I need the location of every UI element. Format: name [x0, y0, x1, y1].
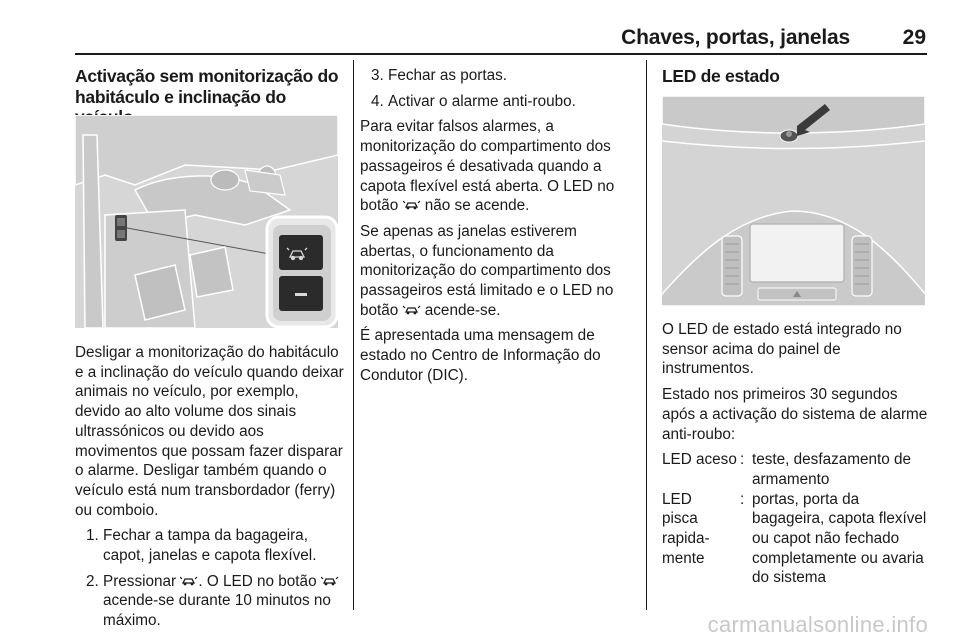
- step-number: 3.: [371, 67, 384, 84]
- car-tilt-icon: [403, 304, 421, 316]
- step-number: 4.: [371, 92, 384, 110]
- step-text: Fechar as portas.: [388, 67, 508, 84]
- paragraph-dic-message: É apresentada uma mensagem de estado no Centro de Informação do Condutor (DIC).: [360, 327, 601, 384]
- watermark: carmanualsonline.info: [707, 612, 928, 637]
- text-segment: Para evitar falsos alarmes, a monitorização do compartimento dos passageiros é desativada quando a capota flexível está aberta. O LED no botão: [360, 118, 615, 215]
- table-separator: :: [740, 451, 745, 469]
- text-segment: Se apenas as janelas estiverem abertas, o funcionamento da monitorização do compartimento dos passageiros está limitado e o LED no botão: [360, 222, 614, 319]
- list-item: [75, 572, 345, 631]
- paragraph-led-location: O LED de estado está integrado no sensor acima do painel de instrumentos.: [662, 321, 902, 378]
- car-tilt-icon: [180, 575, 198, 587]
- page-number: 29: [902, 26, 926, 49]
- step-text: Fechar a tampa da bagageira, capot, janelas e capota flexível.: [103, 527, 317, 565]
- led-status-table: [662, 450, 930, 588]
- column-3-body: [662, 320, 930, 588]
- table-description: teste, desfazamento de armamento: [752, 451, 912, 488]
- paragraph-led-status-intro: Estado nos primeiros 30 segundos após a activação do sistema de alarme anti-roubo:: [662, 386, 928, 443]
- section-heading-deactivation: Activação sem monitorização do habitáculo e inclinação do: [75, 66, 339, 107]
- list-item: [360, 92, 636, 112]
- interior-illustration: [75, 115, 338, 328]
- column-divider-1: [353, 60, 354, 610]
- running-header-title: Chaves, portas, janelas: [621, 26, 850, 49]
- column-divider-2: [646, 60, 647, 610]
- car-tilt-icon: [321, 575, 339, 587]
- table-separator: :: [740, 490, 745, 508]
- list-item: [75, 526, 345, 565]
- header-rule: [75, 53, 927, 55]
- section-heading-status-led: LED de estado: [662, 66, 780, 86]
- text-segment: acende-se.: [420, 301, 501, 319]
- table-description: portas, porta da bagageira, capota flexível ou capot não fechado completamente ou avaria do sistema: [752, 490, 927, 587]
- step-text: Activar o alarme anti-roubo.: [388, 92, 576, 110]
- step-number: 1.: [86, 527, 99, 545]
- figure-status-led: [662, 96, 925, 306]
- column-1-body: [75, 343, 345, 637]
- paragraph-windows-open: [360, 222, 636, 321]
- steps-list-1: [75, 526, 345, 631]
- column-3: [662, 66, 930, 87]
- step-number: 2.: [86, 572, 99, 590]
- car-tilt-icon: [403, 199, 421, 211]
- table-term: LED aceso: [662, 451, 737, 469]
- list-item: [360, 66, 636, 86]
- column-2: [360, 66, 636, 392]
- figure-interior-button: [75, 115, 338, 328]
- step-text-mid: . O LED no botão: [198, 572, 321, 590]
- step-text-before: Pressionar: [103, 572, 181, 590]
- table-term: LED pisca rapida-mente: [662, 490, 710, 567]
- paragraph-false-alarm: [360, 117, 636, 216]
- paragraph-deactivation-reason: Desligar a monitorização do habitáculo e a inclinação do veículo quando deixar animais no veículo, por exemplo, devido ao alto volume dos sinais ultrassónicos ou devido aos movimentos que possam fazer disparar o alarme. Desligar também quando o veículo está num transbordador (ferry) ou comboio.: [75, 344, 344, 519]
- step-text-after: acende-se durante 10 minutos no máximo.: [103, 592, 331, 630]
- steps-list-2: [360, 66, 636, 111]
- text-segment: não se acende.: [420, 197, 530, 215]
- dashboard-illustration: [662, 96, 925, 306]
